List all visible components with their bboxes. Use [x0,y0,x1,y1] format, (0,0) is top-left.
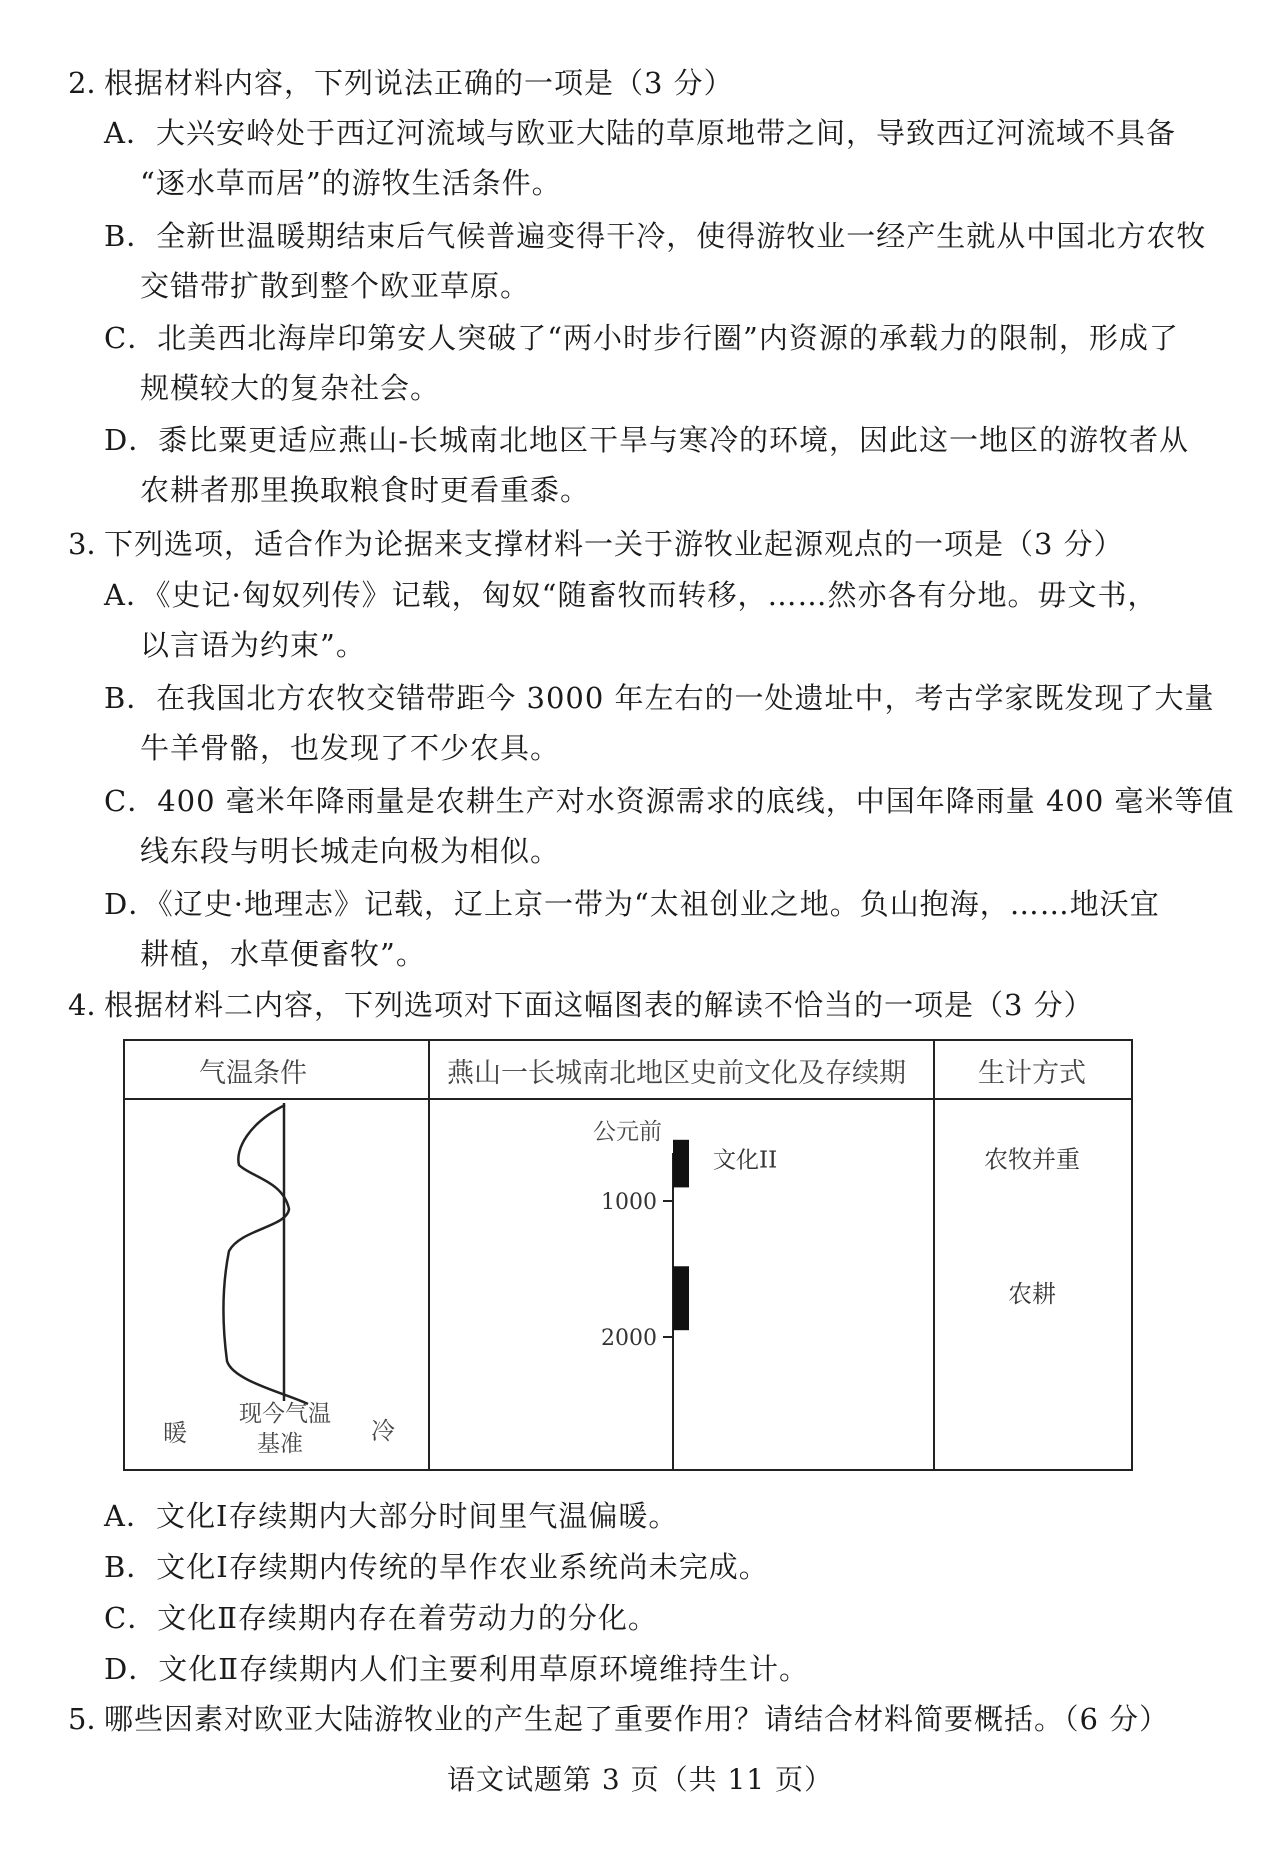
q3-option-b-line1: B．在我国北方农牧交错带距今 3000 年左右的一处遗址中，考古学家既发现了大量 [104,681,1215,715]
q3-option-c-line2: 线东段与明长城走向极为相似。 [140,834,561,868]
timeline-tick-label-1: 2000 [601,1326,657,1351]
q3-option-a-line1: A．《史记·匈奴列传》记载，匈奴“随畜牧而转移，……然亦各有分地。毋文书， [104,578,1158,612]
culture-bar-0 [673,1140,689,1188]
timeline-tick-label-0: 1000 [601,1190,657,1215]
temp-warm-label: 暖 [163,1419,187,1447]
timeline-title: 公元前 [593,1119,662,1145]
q2-option-b-line2: 交错带扩散到整个欧亚草原。 [140,269,531,303]
question-4-number: 4． [68,988,116,1022]
question-3-number: 3． [68,527,116,561]
question-2-number: 2． [68,66,116,100]
q3-option-d-line1: D．《辽史·地理志》记载，辽上京一带为“太祖创业之地。负山抱海，……地沃宜 [104,887,1160,921]
livelihood-label-0: 农牧并重 [984,1145,1080,1174]
q2-option-b-line1: B．全新世温暖期结束后气候普遍变得干冷，使得游牧业一经产生就从中国北方农牧 [104,219,1207,253]
q3-option-c-line1: C．400 毫米年降雨量是农耕生产对水资源需求的底线，中国年降雨量 400 毫米等值 [104,784,1235,818]
page-footer: 语文试题第 3 页（共 11 页） [446,1763,834,1796]
culture-bar-1 [673,1266,689,1330]
header-culture: 燕山一长城南北地区史前文化及存续期 [447,1058,906,1089]
livelihood-label-1: 农耕 [1008,1280,1056,1309]
temperature-curve [224,1105,309,1404]
header-temperature: 气温条件 [199,1058,307,1089]
q3-option-a-line2: 以言语为约束”。 [140,628,366,662]
question-5-number: 5． [68,1702,116,1736]
q2-option-d-line1: D．黍比粟更适应燕山-长城南北地区干旱与寒冷的环境，因此这一地区的游牧者从 [104,423,1190,457]
question-2-stem: 根据材料内容，下列说法正确的一项是（3 分） [104,66,734,100]
culture-label-0: 文化II [713,1147,778,1174]
q2-option-d-line2: 农耕者那里换取粮食时更看重黍。 [140,473,591,507]
q4-option-a: A．文化Ⅰ存续期内大部分时间里气温偏暖。 [104,1499,679,1533]
question-4-stem: 根据材料二内容，下列选项对下面这幅图表的解读不恰当的一项是（3 分） [104,988,1094,1022]
question-3-stem: 下列选项，适合作为论据来支撑材料一关于游牧业起源观点的一项是（3 分） [104,527,1124,561]
header-livelihood: 生计方式 [978,1058,1086,1089]
temp-baseline-label-1: 现今气温 [239,1401,331,1427]
temp-baseline-label-2: 基准 [257,1431,303,1457]
q3-option-d-line2: 耕植，水草便畜牧”。 [140,937,426,971]
q2-option-c-line2: 规模较大的复杂社会。 [140,371,441,405]
climate-culture-table [123,1039,1133,1471]
q3-option-b-line2: 牛羊骨骼，也发现了不少农具。 [140,731,561,765]
q4-option-c: C．文化Ⅱ存续期内存在着劳动力的分化。 [104,1601,658,1635]
q4-option-b: B．文化Ⅰ存续期内传统的旱作农业系统尚未完成。 [104,1550,769,1584]
q2-option-a-line1: A．大兴安岭处于西辽河流域与欧亚大陆的草原地带之间，导致西辽河流域不具备 [104,116,1176,150]
question-5-stem: 哪些因素对欧亚大陆游牧业的产生起了重要作用？请结合材料简要概括。（6 分） [104,1702,1170,1736]
q2-option-c-line1: C．北美西北海岸印第安人突破了“两小时步行圈”内资源的承载力的限制，形成了 [104,321,1179,355]
temp-cold-label: 冷 [371,1417,395,1445]
q2-option-a-line2: “逐水草而居”的游牧生活条件。 [140,166,562,200]
q4-option-d: D．文化Ⅱ存续期内人们主要利用草原环境维持生计。 [104,1652,809,1686]
